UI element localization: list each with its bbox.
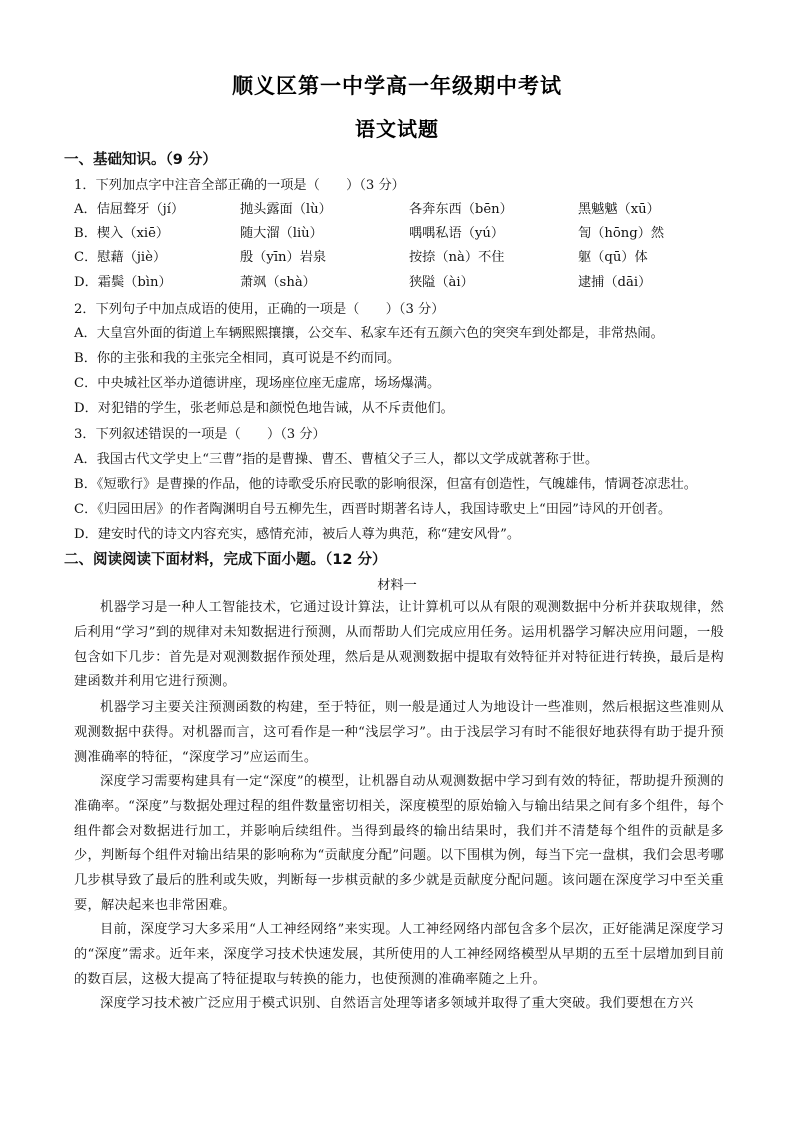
- q3-option-a: A．我国古代文学史上“三曹”指的是曹操、曹丕、曹植父子三人，都以文学成就著称于世。: [74, 452, 599, 467]
- q3-option-c: C．《归园田居》的作者陶渊明自号五柳先生，西晋时期著名诗人，我国诗歌史上“田园”诗风的开创者。: [74, 502, 672, 517]
- q1-option-b-item-3: 喁喁私语（yú）: [409, 226, 505, 241]
- q1-option-c-item-2: 殷（yīn）岩泉: [240, 250, 327, 265]
- paragraph-4: 目前，深度学习大多采用“人工神经网络”来实现。人工神经网络内部包含多个层次，正好能满足深度学习的“深度”需求。近年来，深度学习技术快速发展，其所使用的人工神经网络模型从早期的五至十层增加到目前的数百层，这极大提高了特征提取与转换的能力，也使预测的准确率随之上升。: [74, 922, 724, 987]
- q2-option-b: B．你的主张和我的主张完全相同，真可说是不约而同。: [74, 351, 401, 366]
- question-3-stem: 3．下列叙述错误的一项是（ ）（3 分）: [74, 427, 326, 442]
- q1-option-d-item-4: 逮捕（dāi）: [578, 275, 652, 290]
- q1-option-c-item-3: 按捺（nà）不住: [409, 250, 505, 265]
- q2-option-c: C．中央城社区举办道德讲座，现场座位座无虚席，场场爆满。: [74, 376, 441, 391]
- material-title: 材料一: [377, 578, 417, 593]
- exam-title: 顺义区第一中学高一年级期中考试: [232, 74, 562, 98]
- q1-option-d-item-1: D．霜鬓（bìn）: [74, 275, 172, 290]
- paragraph-5: 深度学习技术被广泛应用于模式识别、自然语言处理等诸多领域并取得了重大突破。我们要想在方兴: [100, 996, 694, 1011]
- q1-option-c-item-4: 躯（qū）体: [578, 250, 648, 265]
- q1-option-a-item-3: 各奔东西（bēn）: [409, 202, 513, 217]
- q3-option-b: B．《短歌行》是曹操的作品，他的诗歌受乐府民歌的影响很深，但富有创造性，气魄雄伟，情调苍凉悲壮。: [74, 477, 697, 492]
- exam-subtitle: 语文试题: [355, 117, 439, 141]
- paragraph-2: 机器学习主要关注预测函数的构建，至于特征，则一般是通过人为地设计一些准则，然后根据这些准则从观测数据中获得。对机器而言，这可看作是一种“浅层学习”。由于浅层学习有时不能很好地获得有助于提升预测准确率的特征，“深度学习”应运而生。: [74, 700, 724, 765]
- paragraph-3: 深度学习需要构建具有一定“深度”的模型，让机器自动从观测数据中学习到有效的特征，帮助提升预测的准确率。“深度”与数据处理过程的组件数量密切相关，深度模型的原始输入与输出结果之间有多个组件，每个组件都会对数据进行加工，并影响后续组件。当得到最终的输出结果时，我们并不清楚每个组件的贡献是多少，判断每个组件对输出结果的影响称为“贡献度分配”问题。以下围棋为例，每当下完一盘棋，我们会思考哪几步棋导致了最后的胜利或失败，判断每一步棋贡献的多少就是贡献度分配问题。该问题在深度学习中至关重要，解决起来也非常困难。: [74, 774, 724, 913]
- q1-option-a-item-2: 抛头露面（lù）: [240, 202, 332, 217]
- q2-option-d: D．对犯错的学生，张老师总是和颜悦色地告诫，从不斥责他们。: [74, 401, 454, 416]
- q3-option-d: D．建安时代的诗文内容充实，感情充沛，被后人尊为典范，称“建安风骨”。: [74, 527, 521, 542]
- q2-option-a: A．大皇宫外面的街道上车辆熙熙攘攘，公交车、私家车还有五颜六色的突突车到处都是，非常热闹。: [74, 326, 664, 341]
- q1-option-b-item-2: 随大溜（liù）: [240, 226, 323, 241]
- question-1-stem: 1．下列加点字中注音全部正确的一项是（ ）（3 分）: [74, 178, 405, 193]
- q1-option-a-item-4: 黑魆魆（xū）: [578, 202, 660, 217]
- paragraph-1: 机器学习是一种人工智能技术，它通过设计算法，让计算机可以从有限的观测数据中分析并获取规律，然后利用“学习”到的规律对未知数据进行预测，从而帮助人们完成应用任务。运用机器学习解决应用问题，一般包含如下几步：首先是对观测数据作预处理，然后是从观测数据中提取有效特征并对特征进行转换，最后是构建函数并利用它进行预测。: [74, 600, 724, 690]
- q1-option-c-item-1: C．慰藉（jiè）: [74, 250, 167, 265]
- section-heading-reading: 二、阅读阅读下面材料，完成下面小题。（12 分）: [64, 552, 387, 568]
- q1-option-b-item-1: B．楔入（xiē）: [74, 226, 170, 241]
- question-2-stem: 2．下列句子中加点成语的使用，正确的一项是（ ）（3 分）: [74, 302, 445, 317]
- q1-option-a-item-1: A．佶屈聱牙（jí）: [74, 202, 185, 217]
- section-heading-basics: 一、基础知识。（9 分）: [64, 152, 217, 168]
- q1-option-b-item-4: 訇（hōng）然: [578, 226, 665, 241]
- q1-option-d-item-2: 萧飒（shà）: [240, 275, 316, 290]
- q1-option-d-item-3: 狭隘（ài）: [409, 275, 474, 290]
